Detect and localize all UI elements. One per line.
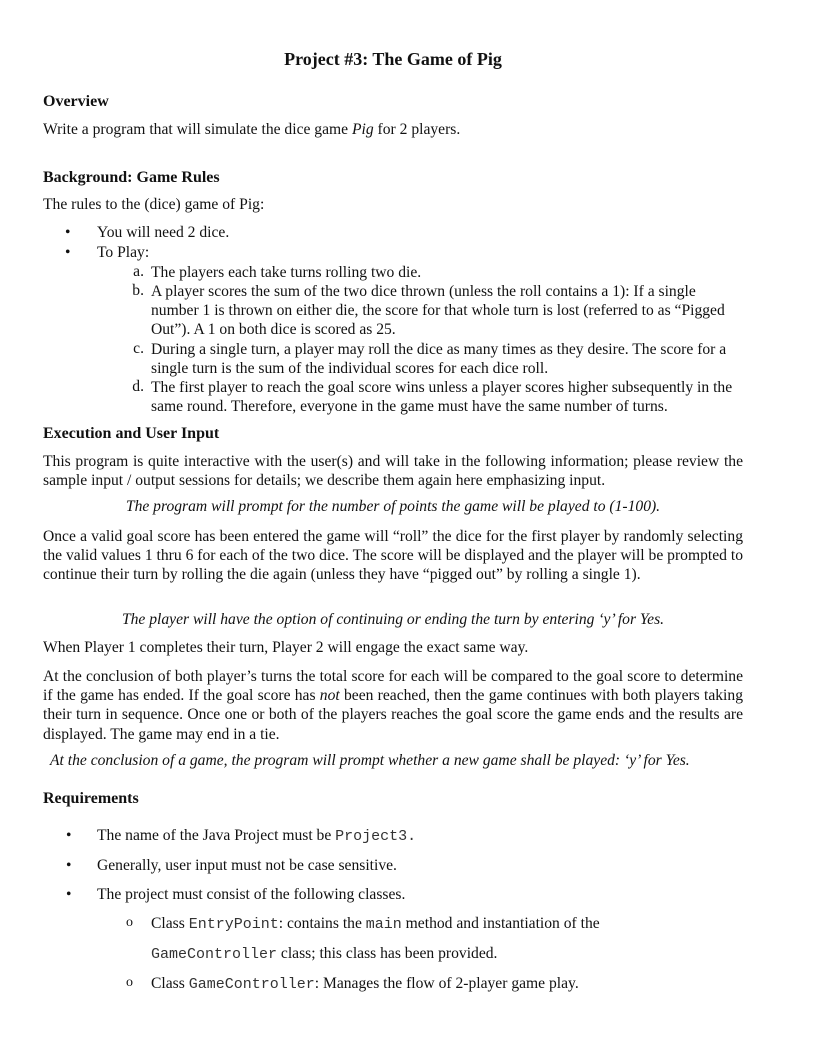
method-name-code: main [365, 916, 402, 933]
project-name-code: Project3. [335, 828, 417, 845]
class-name-code: GameController [151, 946, 278, 963]
execution-heading: Execution and User Input [43, 425, 220, 442]
bullet-text: You will need 2 dice. [97, 224, 230, 241]
requirement-item [0, 857, 822, 879]
bullet-dot-icon: • [65, 224, 71, 241]
overview-text-part: for 2 players. [373, 121, 461, 138]
execution-paragraph-3: When Player 1 completes their turn, Player 2 will engage the exact same way. [43, 639, 529, 656]
execution-italic-1: The program will prompt for the number of points the game will be played to (1-100). [125, 498, 661, 515]
execution-italic-2: The player will have the option of continuing or ending the turn by entering ‘y’ for Yes. [121, 611, 665, 628]
class-text-part: : Manages the flow of 2-player game play. [314, 975, 579, 992]
bullet-item [0, 224, 822, 244]
p4-text: been reached, then the game continues with both players taking their turn in sequence. Once one or both of the players reaches the goal score the game ends and the results are displayed. The game may end in a tie. [43, 687, 743, 743]
class-name-code: EntryPoint [188, 916, 279, 933]
requirements-heading: Requirements [43, 790, 139, 807]
background-heading: Background: Game Rules [43, 169, 220, 186]
overview-text [43, 121, 460, 139]
class-text [151, 975, 579, 993]
bullet-dot-icon: • [66, 827, 72, 844]
requirement-text: The project must consist of the following classes. [97, 886, 406, 903]
page-title: Project #3: The Game of Pig [284, 49, 502, 69]
bullet-dot-icon: • [66, 857, 72, 874]
bullet-item [0, 244, 822, 264]
class-text [151, 945, 497, 963]
execution-paragraph-2: Once a valid goal score has been entered the game will “roll” the dice for the first player by randomly selecting the valid values 1 thru 6 for each of the two dice. The score will be displayed and the player will be prompted to continue their turn by rolling the die again (unless they have “pigged out” by rolling a single 1). [43, 528, 743, 584]
requirement-item [0, 886, 822, 908]
rule-letter: c. [133, 340, 144, 357]
class-name-code: GameController [188, 976, 315, 993]
p4-text: At the conclusion of both player’s turns the total score for each will be compared to the goal score to determine if the game has ended. If the goal score has [43, 668, 743, 705]
bullet-dot-icon: • [65, 244, 71, 261]
rule-text: During a single turn, a player may roll the dice as many times as they desire. The score for a single turn is the sum of the individual scores for each dice roll. [151, 341, 727, 377]
rule-letter: b. [132, 282, 144, 299]
overview-italic: Pig [351, 121, 374, 138]
rule-text: The first player to reach the goal score wins unless a player scores higher subsequently in the same round. Therefore, everyone in the game must have the same number of turns. [151, 379, 733, 415]
execution-italic-3: At the conclusion of a game, the program will prompt whether a new game shall be played: ‘y’ for Yes. [50, 752, 690, 769]
requirement-text [97, 827, 416, 845]
class-text-part: Class [151, 915, 189, 932]
rule-text: A player scores the sum of the two dice thrown (unless the roll contains a 1): If a single number 1 is thrown on either die, the score for that whole turn is lost (referred to as “Pigged Out”). A 1 on both dice is scored as 25. [151, 283, 725, 338]
class-item [0, 915, 822, 937]
requirement-item [0, 827, 822, 849]
bullet-dot-icon: • [66, 886, 72, 903]
circle-bullet-icon: o [126, 975, 133, 990]
overview-heading: Overview [43, 93, 109, 110]
rule-text: The players each take turns rolling two die. [151, 264, 422, 281]
requirement-text: Generally, user input must not be case sensitive. [97, 857, 397, 874]
class-text-part: : contains the [278, 915, 366, 932]
class-item-continued [0, 945, 822, 967]
class-text-part: class; this class has been provided. [277, 945, 498, 962]
class-text [151, 915, 600, 933]
overview-text-part: Write a program that will simulate the dice game [43, 121, 352, 138]
class-text-part: method and instantiation of the [401, 915, 600, 932]
class-text-part: Class [151, 975, 189, 992]
bullet-text: To Play: [97, 244, 150, 261]
execution-paragraph-4 [43, 667, 743, 744]
p4-italic: not [319, 687, 340, 705]
circle-bullet-icon: o [126, 915, 133, 930]
rule-letter: a. [133, 263, 144, 280]
requirement-text-part: The name of the Java Project must be [97, 827, 336, 844]
class-item [0, 975, 822, 997]
rule-letter: d. [132, 378, 144, 395]
execution-paragraph-1: This program is quite interactive with the user(s) and will take in the following information; please review the sample input / output sessions for details; we describe them again here emphasizing input. [43, 453, 743, 490]
background-intro: The rules to the (dice) game of Pig: [43, 196, 265, 213]
